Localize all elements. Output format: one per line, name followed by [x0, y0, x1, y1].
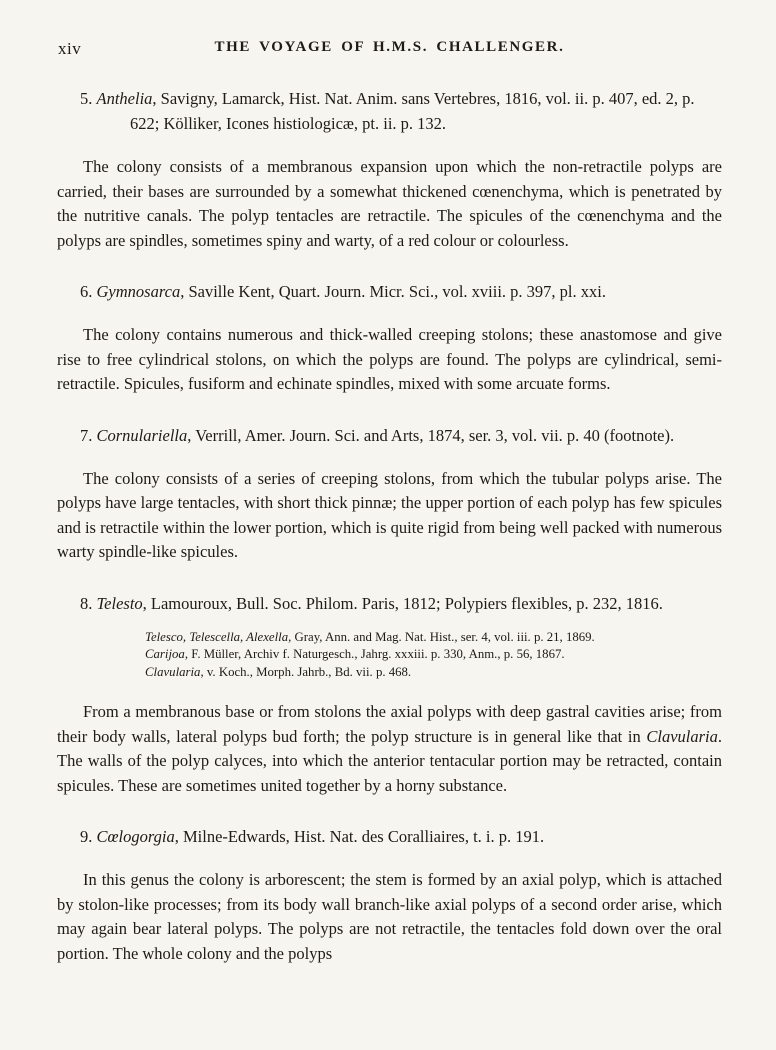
page-header	[57, 36, 722, 60]
entry-description-5: The colony consists of a membranous expansion upon which the non-retractile polyps are carried, their bases are surrounded by a somewhat thickened cœnenchyma, which is penetrated by the nutritive canals. The polyp tentacles are retractile. The spicules of the cœnenchyma and the polyps are spindles, sometimes spiny and warty, of a red colour or colourless.	[57, 157, 722, 250]
entry-description-9: In this genus the colony is arborescent; the stem is formed by an axial polyp, which is attached by stolon-like processes; from its body wall branch-like axial polyps of a second order arise, which may again bear lateral polyps. The polyps are not retractile, the tentacles fold down over the oral portion. The whole colony and the polyps	[57, 870, 722, 963]
entry-heading-8	[57, 591, 722, 616]
entry-heading-9	[57, 824, 722, 849]
genus-name: Cœlogorgia	[96, 827, 175, 846]
synonym-citation: , F. Müller, Archiv f. Naturgesch., Jahrg. xxxiii. p. 330, Anm., p. 56, 1867.	[184, 647, 565, 661]
entry-heading-6	[57, 279, 722, 304]
entry-number: 8.	[80, 593, 93, 613]
entry-citation: , Lamouroux, Bull. Soc. Philom. Paris, 1812; Polypiers flexibles, p. 232, 1816.	[142, 593, 663, 613]
genus-name: Cornulariella	[96, 425, 188, 445]
genus-mention: Clavularia	[646, 726, 718, 746]
synonymy-list	[145, 629, 722, 682]
genus-name: Telesto	[96, 593, 143, 613]
synonymy-entry	[145, 664, 722, 682]
synonym-names: Clavularia	[145, 664, 201, 679]
synonymy-entry	[145, 646, 722, 664]
entry-citation: , Verrill, Amer. Journ. Sci. and Arts, 1874, ser. 3, vol. vii. p. 40 (footnote).	[187, 425, 675, 445]
genus-name: Anthelia	[96, 89, 153, 108]
synonym-names: Telesco, Telescella, Alexella	[145, 629, 289, 644]
entry-description-7: The colony consists of a series of creeping stolons, from which the tubular polyps arise. The polyps have large tentacles, with short thick pinnæ; the upper portion of each polyp has few spicules and is retractile within the lower portion, which is quite rigid from being well packed with numerous warty spindle-like spicules.	[57, 468, 722, 561]
synonymy-entry	[145, 629, 722, 647]
entry-description-8	[57, 700, 722, 798]
entry-description-6: The colony contains numerous and thick-walled creeping stolons; these anastomose and give rise to free cylindrical stolons, on which the polyps are found. The polyps are cylindrical, semi-retractile. Spicules, fusiform and echinate spindles, mixed with some arcuate forms.	[57, 325, 722, 393]
synonym-citation: , v. Koch., Morph. Jahrb., Bd. vii. p. 468.	[200, 664, 412, 679]
description-text: . The walls of the polyp calyces, into which the anterior tentacular portion may be retracted, contain spicules. These are sometimes united together by a horny substance.	[57, 726, 722, 795]
synonym-citation: , Gray, Ann. and Mag. Nat. Hist., ser. 4, vol. iii. p. 21, 1869.	[288, 629, 595, 644]
description-text: From a membranous base or from stolons the axial polyps with deep gastral cavities arise; from their body walls, lateral polyps bud forth; the polyp structure is in general like that in	[57, 702, 722, 746]
entry-citation: , Milne-Edwards, Hist. Nat. des Coralliaires, t. i. p. 191.	[174, 827, 545, 846]
entry-number: 5.	[80, 89, 93, 108]
entry-citation: , Saville Kent, Quart. Journ. Micr. Sci., vol. xviii. p. 397, pl. xxi.	[180, 282, 606, 301]
entry-number: 9.	[80, 827, 93, 846]
entry-heading-7	[57, 423, 722, 448]
genus-name: Gymnosarca	[96, 282, 181, 301]
entry-heading-5	[57, 86, 722, 136]
entry-citation: , Savigny, Lamarck, Hist. Nat. Anim. sans Vertebres, 1816, vol. ii. p. 407, ed. 2, p. 622; Kölliker, Icones histiologicæ, pt. ii. p. 132.	[130, 89, 695, 133]
entry-number: 6.	[80, 282, 93, 301]
page-number: xiv	[58, 39, 82, 58]
running-title: THE VOYAGE OF H.M.S. CHALLENGER.	[214, 39, 565, 55]
synonym-names: Carijoa	[145, 647, 185, 661]
entry-number: 7.	[80, 425, 93, 445]
